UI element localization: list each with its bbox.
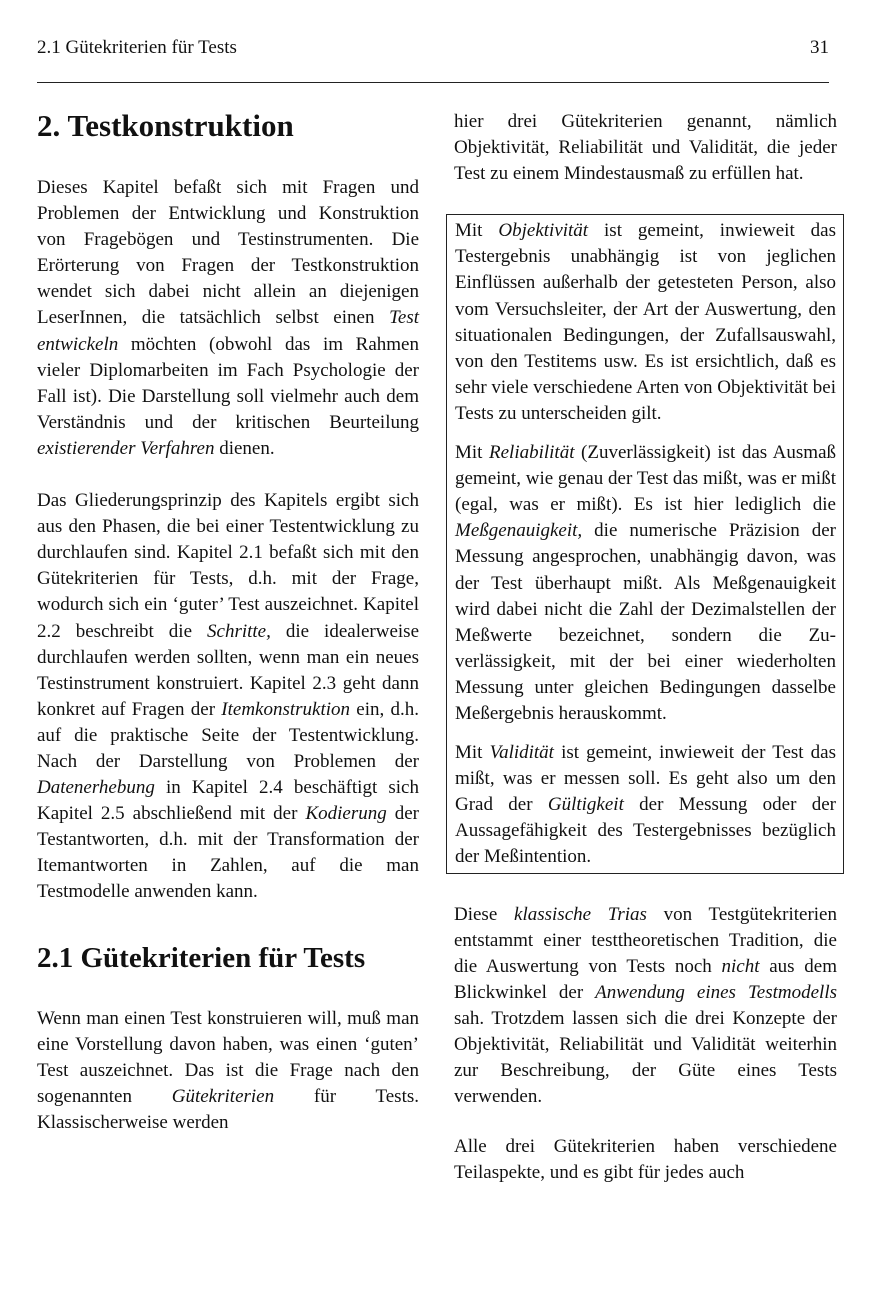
emphasis: existierender Verfahren bbox=[37, 437, 215, 459]
emphasis: Datenerhebung bbox=[37, 777, 155, 799]
emphasis: Gültigkeit bbox=[547, 794, 624, 816]
reliability-definition: Mit Reliabilität (Zuverlässigkeit) ist das Ausmaß gemeint, wie genau der Test das mißt, was er mißt (egal, was er mißt). Es ist hier lediglich die Meßgenauigkeit, die numerische Präzision der Messung angesprochen, unabhängig davon, was der Test überhaupt mißt. Als Meßgenauigkeit wird dabei nicht die Zahl der Dezimalstellen der Meßwerte bezeichnet, sondern die Zuverlässigkeit, mit der bei einer wiederholten Messung unter gleichen Bedingungen dasselbe Meßergebnis herauskommt. bbox=[455, 442, 836, 724]
right-column bbox=[454, 109, 837, 1186]
emphasis: Anwendung eines Testmodells bbox=[595, 981, 837, 1003]
emphasis: Validität bbox=[489, 742, 554, 764]
section-title: 2.1 Gütekriterien für Tests bbox=[37, 941, 366, 974]
emphasis: Itemkonstruktion bbox=[221, 698, 351, 720]
emphasis: Meßgenauigkeit, bbox=[455, 520, 583, 542]
header-rule bbox=[37, 82, 829, 83]
emphasis: Schritte, bbox=[207, 620, 271, 642]
emphasis: Kodierung bbox=[305, 803, 387, 825]
emphasis: Test entwickeln bbox=[37, 307, 419, 355]
chapter-title: 2. Testkonstruktion bbox=[37, 108, 294, 143]
trias-paragraph: Diese klassische Trias von Testgütekriterien entstammt einer testtheoretischen Tradition, die die Auswertung von Tests noch nicht aus dem Blickwinkel der Anwendung eines Testmodells sah. Trotzdem lassen sich die drei Konzepte der Objektivität, Reliabilität und Validität weiterhin zur Beschreibung, der Güte eines Tests verwenden. bbox=[454, 903, 837, 1108]
left-column bbox=[37, 104, 419, 1136]
page-number: 31 bbox=[810, 37, 829, 58]
intro-paragraph: Dieses Kapitel befaßt sich mit Fragen und Problemen der Entwicklung und Konstruktion von Fragebögen und Testinstrumenten. Die Erörterung von Fragen der Testkonstruktion wendet sich dabei nicht allein an diejenigen LeserInnen, die tatsächlich selbst einen Test entwickeln möchten (obwohl das im Rahmen vieler Diplomarbeiten im Fach Psychologie der Fall ist). Die Darstellung soll vielmehr auch dem Verständnis und der kritischen Beurteilung existierender Verfahren dienen. bbox=[37, 177, 419, 459]
definitions-box bbox=[446, 214, 844, 873]
running-head: 2.1 Gütekriterien für Tests bbox=[37, 37, 237, 58]
emphasis: Objektivität bbox=[498, 220, 589, 242]
outline-paragraph: Das Gliederungsprinzip des Kapitels ergibt sich aus den Phasen, die bei einer Testentwicklung zu durchlaufen sind. Kapitel 2.1 befaßt sich mit den Gütekriterien für Tests, d.h. mit der Frage, wodurch sich ein ‘guter’ Test auszeichnet. Kapitel 2.2 beschreibt die Schritte, die idealerweise durchlaufen werden sollten, wenn man ein neues Testinstrument konstruiert. Kapitel 2.3 geht dann konkret auf Fragen der Itemkonstruktion ein, d.h. auf die praktische Seite der Testentwicklung. Nach der Darstellung von Problemen der Datenerhebung in Kapitel 2.4 beschäftigt sich Kapitel 2.5 abschließend mit der Kodierung der Testantworten, d.h. mit der Transformation der Itemantworten in Zahlen, auf die man Testmodelle anwenden kann. bbox=[37, 490, 420, 903]
emphasis: Gütekriterien bbox=[171, 1085, 275, 1107]
objectivity-definition: Mit Objektivität ist gemeint, inwieweit das Testergebnis unabhängig ist von jeglichen Einflüssen außerhalb der getesteten Person, also vom Versuchsleiter, der Art der Auswertung, den situationalen Bedingungen, der Zufallsauswahl, von den Testitems usw. Es ist ersichtlich, daß es sehr viele verschiedene Arten von Objektivität bei Tests zu unterscheiden gilt. bbox=[455, 220, 836, 424]
emphasis: klassische Trias bbox=[514, 903, 647, 925]
emphasis: Reliabilität bbox=[489, 442, 575, 464]
subaspects-paragraph: Alle drei Gütekriterien haben verschiedene Teilaspekte, und es gibt für jedes auch bbox=[454, 1136, 837, 1184]
criteria-intro-paragraph: hier drei Gütekriterien genannt, nämlich Objektivität, Reliabilität und Validität, die jeder Test zu einem Mindestausmaß zu erfüllen hat. bbox=[454, 111, 837, 185]
emphasis: nicht bbox=[721, 955, 760, 977]
validity-definition: Mit Validität ist gemeint, inwieweit der Test das mißt, was er messen soll. Es geht also um den Grad der Gültigkeit der Messung oder der Aussagefähigkeit des Testergebnisses bezüglich der Meßintention. bbox=[455, 742, 837, 868]
quality-criteria-paragraph: Wenn man einen Test konstruieren will, muß man eine Vorstellung davon haben, was einen ‘guten’ Test auszeichnet. Das ist die Frage nach den sogenannten Gütekriterien für Tests. Klassischerweise werden bbox=[37, 1007, 419, 1133]
